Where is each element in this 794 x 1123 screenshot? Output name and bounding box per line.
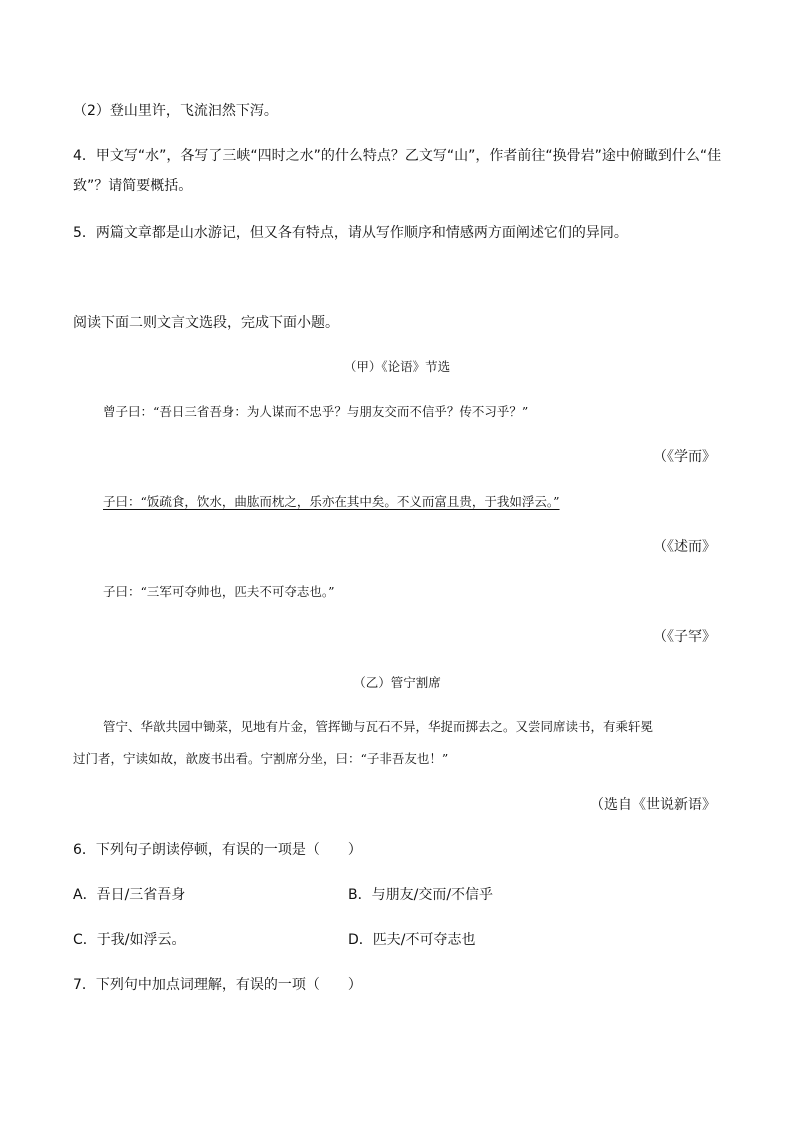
reading-instruction: 阅读下面二则文言文选段，完成下面小题。: [73, 315, 339, 331]
passage-a-title: （甲）《论语》节选: [343, 359, 451, 374]
question-6-option-c[interactable]: C．于我/如浮云。: [73, 932, 186, 948]
passage-a-paragraph-3: 子曰：“三军可夺帅也，匹夫不可夺志也。”: [103, 584, 335, 599]
passage-a-paragraph-2: 子曰：“饭疏食，饮水，曲肱而枕之，乐亦在其中矣。不义而富且贵，于我如浮云。”: [103, 494, 560, 509]
question-7-stem: 7．下列句中加点词理解，有误的一项（ ）: [73, 977, 362, 993]
question-3-item-2: （2）登山里许，飞流汩然下泻。: [73, 103, 278, 119]
passage-a-source-2: （《述而》: [653, 539, 716, 555]
question-6-option-a[interactable]: A．吾日/三省吾身: [73, 887, 186, 903]
question-6-option-d[interactable]: D．匹夫/不可夺志也: [348, 932, 476, 948]
passage-a-paragraph-1: 曾子曰：“吾日三省吾身：为人谋而不忠乎？与朋友交而不信乎？传不习乎？”: [103, 404, 529, 419]
question-6-option-b[interactable]: B．与朋友/交而/不信乎: [348, 887, 494, 903]
passage-b-line-2: 过门者，宁读如故，歆废书出看。宁割席分坐，曰：“子非吾友也！”: [73, 751, 449, 766]
passage-b-title: （乙）管宁割席: [353, 675, 441, 690]
question-4-line-2: 致”？请简要概括。: [73, 178, 193, 194]
question-4-line-1: 4．甲文写“水”，各写了三峡“四时之水”的什么特点？乙文写“山”，作者前往“换骨岩”途中俯瞰到什么“佳: [73, 148, 722, 164]
passage-a-source-1: （《学而》: [653, 449, 716, 465]
question-5: 5．两篇文章都是山水游记，但又各有特点，请从写作顺序和情感两方面阐述它们的异同。: [73, 225, 628, 241]
question-6-stem: 6．下列句子朗读停顿，有误的一项是（ ）: [73, 842, 362, 858]
passage-b-source: （选自《世说新语》: [590, 797, 716, 813]
passage-a-source-3: （《子罕》: [653, 629, 716, 645]
passage-b-line-1: 管宁、华歆共园中锄菜，见地有片金，管挥锄与瓦石不异，华捉而掷去之。又尝同席读书，有乘轩冕: [103, 719, 654, 734]
